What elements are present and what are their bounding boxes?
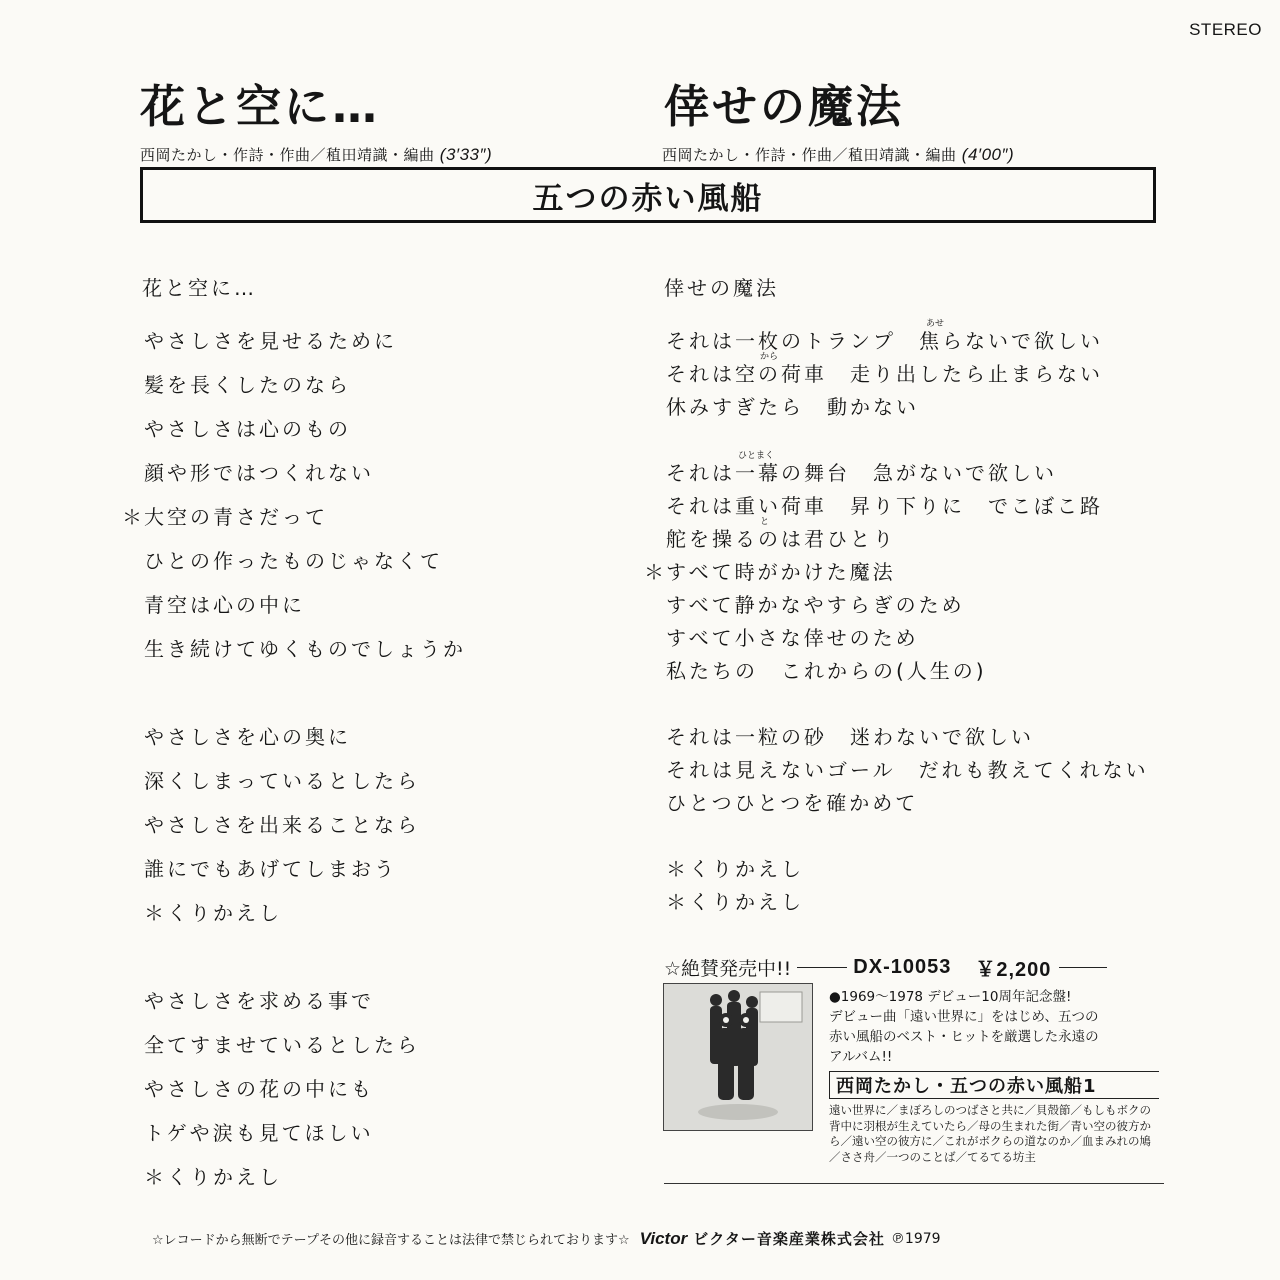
lyric-line: ＊くりかえし xyxy=(666,890,804,914)
lyric-line-chorus xyxy=(122,501,328,530)
ad-desc-line: アルバム!! xyxy=(829,1049,893,1065)
catalog-number: DX-10053 xyxy=(853,956,952,978)
phonogram-year: ℗1979 xyxy=(890,1230,941,1247)
lyric-text: それは空の荷車 走り出したら止まらない xyxy=(666,362,1103,386)
ruby-annotation: ひとまく xyxy=(738,451,775,461)
ruby-annotation: と xyxy=(760,517,770,527)
lyric-line xyxy=(666,319,1103,354)
price: ￥2,200 xyxy=(975,959,1052,981)
lyric-line: やさしさの花の中にも xyxy=(144,1077,374,1101)
left-lyrics-heading: 花と空に… xyxy=(142,276,257,300)
right-song-title: 倖せの魔法 xyxy=(664,80,905,133)
lyric-line: 髪を長くしたのなら xyxy=(144,373,351,397)
lyric-line: やさしさは心のもの xyxy=(144,417,351,441)
chorus-marker: ＊ xyxy=(644,560,667,584)
band-name: 五つの赤い風船 xyxy=(532,180,764,217)
lyric-line: それは一粒の砂 迷わないで欲しい xyxy=(666,725,1034,749)
lyric-line: すべて小さな倖せのため xyxy=(666,626,919,650)
lyric-text: 舵を操るのは君ひとり xyxy=(666,527,896,551)
left-duration: (3′33″) xyxy=(439,145,493,164)
ad-rule xyxy=(797,967,847,968)
divider xyxy=(664,1183,1164,1184)
ad-desc-line: 赤い風船のベスト・ヒットを厳選した永遠の xyxy=(829,1029,1099,1045)
left-credit-text: 西岡たかし・作詩・作曲／稙田靖識・編曲 xyxy=(140,146,435,164)
lyric-text: それは一枚のトランプ 焦らないで欲しい xyxy=(666,329,1103,353)
album-track-list: 遠い世界に／まぼろしのつばさと共に／貝殻節／もしもボクの背中に羽根が生えていたら／母の生まれた街／青い空の彼方から／遠い空の彼方に／これがボクらの道なのか／血まみれの鳩／ささ舟／一つのことば／てるてる坊主 xyxy=(829,1103,1151,1164)
right-lyrics-heading: 倖せの魔法 xyxy=(664,276,779,300)
lyric-text: すべて時がかけた魔法 xyxy=(666,560,896,584)
lyric-line: やさしさを心の奥に xyxy=(144,725,351,749)
lyric-line: ＊くりかえし xyxy=(144,901,282,925)
lyric-line: 生き続けてゆくものでしょうか xyxy=(144,637,466,661)
ad-lead: ☆絶賛発売中!! xyxy=(664,958,792,980)
lyric-line: 誰にでもあげてしまおう xyxy=(144,857,397,881)
stereo-label: STEREO xyxy=(1189,20,1262,39)
lyric-line: 顔や形ではつくれない xyxy=(144,461,374,485)
album-title-box xyxy=(829,1071,1159,1099)
lyric-line xyxy=(666,451,1057,486)
album-title: 西岡たかし・五つの赤い風船1 xyxy=(836,1076,1097,1097)
lyric-line: 休みすぎたら 動かない xyxy=(666,395,919,419)
ad-desc-line: デビュー曲「遠い世界に」をはじめ、五つの xyxy=(829,1009,1099,1025)
lyric-line: 全てすませているとしたら xyxy=(144,1033,420,1057)
lyric-line: ＊くりかえし xyxy=(666,857,804,881)
ad-headline xyxy=(664,953,1164,982)
lyric-line: それは見えないゴール だれも教えてくれない xyxy=(666,758,1149,782)
lyric-line: それは重い荷車 昇り下りに でこぼこ路 xyxy=(666,494,1103,518)
left-song-title: 花と空に… xyxy=(140,80,381,133)
lyric-line: やさしさを出来ることなら xyxy=(144,813,420,837)
right-duration: (4′00″) xyxy=(961,145,1015,164)
copyright-notice: ☆レコードから無断でテープその他に録音することは法律で禁じられております☆ xyxy=(152,1233,630,1248)
lyric-line: ＊くりかえし xyxy=(144,1165,282,1189)
lyric-line: 私たちの これからの(人生の) xyxy=(666,659,987,683)
lyric-line: 深くしまっているとしたら xyxy=(144,769,420,793)
right-credit-text: 西岡たかし・作詩・作曲／稙田靖識・編曲 xyxy=(662,146,957,164)
lyric-line: すべて静かなやすらぎのため xyxy=(666,593,965,617)
chorus-marker: ＊ xyxy=(122,505,145,529)
left-lyrics xyxy=(122,0,624,1200)
company-name: ビクター音楽産業株式会社 xyxy=(693,1230,885,1248)
victor-logo: Victor xyxy=(639,1228,688,1248)
ad-desc-line: ●1969～1978 デビュー10周年記念盤! xyxy=(829,989,1072,1005)
lyric-text: それは一幕の舞台 急がないで欲しい xyxy=(666,461,1057,485)
footer xyxy=(152,1228,941,1249)
lyric-line xyxy=(666,517,896,552)
ruby-annotation: から xyxy=(760,352,779,362)
ruby-annotation: あせ xyxy=(926,319,945,329)
lyric-line-chorus xyxy=(644,556,896,585)
lyric-line: やさしさを見せるために xyxy=(144,329,397,353)
lyric-line: 青空は心の中に xyxy=(144,593,305,617)
ad-rule xyxy=(1059,967,1107,968)
band-photo-illustration xyxy=(664,984,812,1130)
lyric-text: 大空の青さだって xyxy=(144,505,328,529)
lyric-line: トゲや涙も見てほしい xyxy=(144,1121,374,1145)
lyric-line xyxy=(666,352,1103,387)
lyric-line: ひとつひとつを確かめて xyxy=(666,791,919,815)
lyric-line: ひとの作ったものじゃなくて xyxy=(144,549,443,573)
album-cover-image xyxy=(663,983,813,1131)
lyric-line: やさしさを求める事で xyxy=(144,989,374,1013)
